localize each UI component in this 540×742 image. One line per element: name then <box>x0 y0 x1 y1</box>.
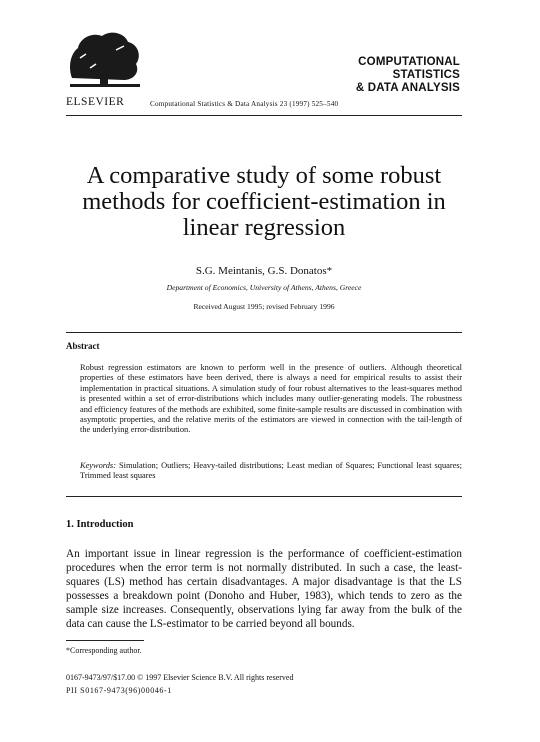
journal-brand-line: COMPUTATIONAL <box>358 56 460 68</box>
footnote: *Corresponding author. <box>66 646 142 655</box>
publisher-name: ELSEVIER <box>66 96 125 108</box>
journal-reference: Computational Statistics & Data Analysis 23 (1997) 525–540 <box>150 100 339 108</box>
abstract-body: Robust regression estimators are known to perform well in the presence of outliers. Although theoretical properties of these estimators have been derived, there is always a need for empirical results to assist their implementation in practical situations. A simulation study of four robust alternatives to the least-squares method is presented within a set of error-distributions which includes many outlier-generating models. The robustness and efficiency features of the methods are exhibited, some finite-sample results are discussed in combination with asymptotic properties, and the relative merits of the estimators are viewed in connection with the tail-length of the underlying error-distribution. <box>80 363 462 435</box>
journal-brand-line: STATISTICS <box>392 69 460 81</box>
received-dates: Received August 1995; revised February 1996 <box>193 302 335 311</box>
abstract-heading: Abstract <box>66 341 100 351</box>
abstract-bottom-divider <box>66 496 462 497</box>
copyright-line: 0167-9473/97/$17.00 © 1997 Elsevier Science B.V. All rights reserved <box>66 673 294 682</box>
pii-identifier: PII S0167-9473(96)00046-1 <box>66 686 172 695</box>
author-affiliation: Department of Economics, University of Athens, Athens, Greece <box>166 283 362 292</box>
keywords <box>80 461 462 482</box>
journal-brand-line: & DATA ANALYSIS <box>355 82 460 94</box>
section-heading: 1. Introduction <box>66 519 134 530</box>
article-authors: S.G. Meintanis, G.S. Donatos* <box>195 265 333 277</box>
header-divider <box>66 115 462 116</box>
footnote-divider <box>66 640 144 641</box>
keywords-list: Simulation; Outliers; Heavy-tailed distributions; Least median of Squares; Functional least squares; Trimmed least squares <box>80 461 462 481</box>
introduction-body: An important issue in linear regression is the performance of coefficient-estimation procedures when the error term is not normally distributed. In such a case, the least-squares (LS) method has certain disadvantages. A major disadvantage is that the LS possesses a breakdown point (Donoho and Huber, 1983), which tends to zero as the sample size increases. Consequently, observations lying far away from the bulk of the data can cause the LS-estimator to be carried beyond all bounds. <box>66 548 462 630</box>
elsevier-tree-logo <box>66 28 144 90</box>
abstract-top-divider <box>66 332 462 333</box>
journal-brand <box>356 56 460 95</box>
keywords-label: Keywords: <box>80 461 116 470</box>
article-title: A comparative study of some robust methods for coefficient-estimation in linear regression <box>82 162 446 241</box>
